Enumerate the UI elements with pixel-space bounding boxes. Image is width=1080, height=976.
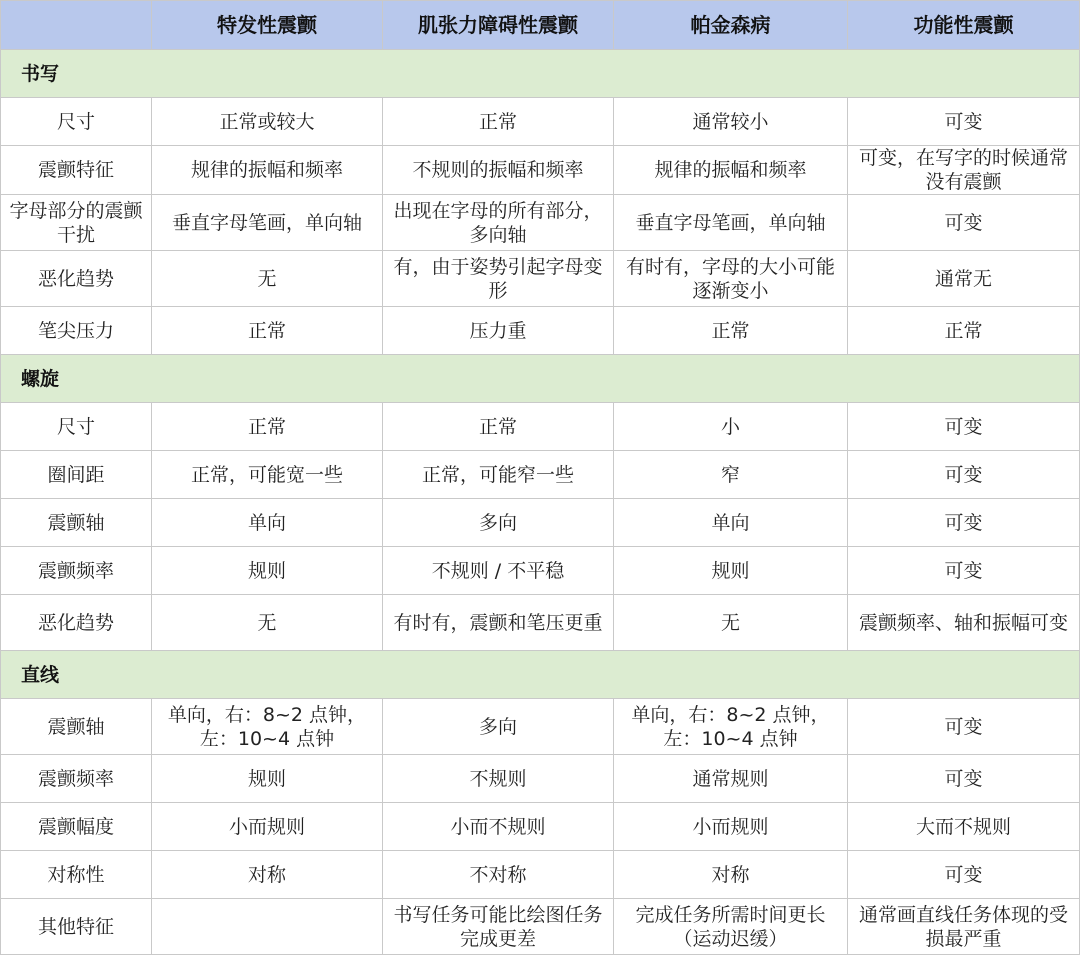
table-cell: 正常 — [152, 403, 383, 451]
table-cell: 正常 — [383, 403, 614, 451]
table-cell: 多向 — [383, 499, 614, 547]
table-cell: 不规则的振幅和频率 — [383, 146, 614, 195]
table-cell: 正常 — [383, 98, 614, 146]
table-cell: 小而规则 — [614, 803, 848, 851]
table-cell: 正常 — [848, 307, 1080, 355]
table-cell: 可变 — [848, 195, 1080, 251]
table-row — [1, 98, 1080, 146]
table-cell: 无 — [614, 595, 848, 651]
table-cell: 单向 — [152, 499, 383, 547]
table-row — [1, 251, 1080, 307]
table-cell: 规则 — [152, 547, 383, 595]
row-label: 尺寸 — [1, 403, 152, 451]
table-cell: 无 — [152, 251, 383, 307]
table-row — [1, 146, 1080, 195]
table-row — [1, 699, 1080, 755]
table-cell: 有时有，字母的大小可能逐渐变小 — [614, 251, 848, 307]
row-label: 其他特征 — [1, 899, 152, 955]
table-row — [1, 499, 1080, 547]
table-cell: 规律的振幅和频率 — [614, 146, 848, 195]
table-cell: 书写任务可能比绘图任务完成更差 — [383, 899, 614, 955]
table-cell: 通常无 — [848, 251, 1080, 307]
table-cell: 规则 — [614, 547, 848, 595]
table-row — [1, 403, 1080, 451]
table-cell: 有，由于姿势引起字母变形 — [383, 251, 614, 307]
section-header-writing — [1, 50, 1080, 98]
section-title: 书写 — [1, 50, 1080, 98]
table-cell: 有时有，震颤和笔压更重 — [383, 595, 614, 651]
table-cell: 出现在字母的所有部分，多向轴 — [383, 195, 614, 251]
table-cell: 可变 — [848, 851, 1080, 899]
table-cell: 可变 — [848, 499, 1080, 547]
table-cell — [152, 899, 383, 955]
table-cell: 可变 — [848, 98, 1080, 146]
table-cell: 规律的振幅和频率 — [152, 146, 383, 195]
section-title: 螺旋 — [1, 355, 1080, 403]
header-essential-tremor: 特发性震颤 — [152, 1, 383, 50]
table-cell: 正常或较大 — [152, 98, 383, 146]
table-cell: 无 — [152, 595, 383, 651]
row-label: 震颤轴 — [1, 499, 152, 547]
table-cell: 规则 — [152, 755, 383, 803]
table-cell: 正常 — [614, 307, 848, 355]
row-label: 对称性 — [1, 851, 152, 899]
table-row — [1, 547, 1080, 595]
table-cell: 垂直字母笔画，单向轴 — [614, 195, 848, 251]
row-label: 尺寸 — [1, 98, 152, 146]
table-cell: 小而不规则 — [383, 803, 614, 851]
table-cell: 不规则 — [383, 755, 614, 803]
row-label: 震颤特征 — [1, 146, 152, 195]
table-cell: 通常画直线任务体现的受损最严重 — [848, 899, 1080, 955]
table-cell: 可变 — [848, 755, 1080, 803]
table-row — [1, 595, 1080, 651]
row-label: 恶化趋势 — [1, 595, 152, 651]
row-label: 笔尖压力 — [1, 307, 152, 355]
table-row — [1, 803, 1080, 851]
table-row — [1, 195, 1080, 251]
table-cell: 单向 — [614, 499, 848, 547]
table-cell: 不规则 / 不平稳 — [383, 547, 614, 595]
table-cell: 单向，右：8~2 点钟，左：10~4 点钟 — [614, 699, 848, 755]
table-cell: 压力重 — [383, 307, 614, 355]
row-label: 圈间距 — [1, 451, 152, 499]
header-functional-tremor: 功能性震颤 — [848, 1, 1080, 50]
header-row — [1, 1, 1080, 50]
table-cell: 通常规则 — [614, 755, 848, 803]
table-cell: 可变 — [848, 699, 1080, 755]
table-cell: 可变 — [848, 403, 1080, 451]
table-cell: 窄 — [614, 451, 848, 499]
table-row — [1, 899, 1080, 955]
header-dystonic-tremor: 肌张力障碍性震颤 — [383, 1, 614, 50]
table-cell: 多向 — [383, 699, 614, 755]
section-header-line — [1, 651, 1080, 699]
section-title: 直线 — [1, 651, 1080, 699]
table-cell: 正常 — [152, 307, 383, 355]
table-cell: 对称 — [152, 851, 383, 899]
table-row — [1, 451, 1080, 499]
table-cell: 完成任务所需时间更长（运动迟缓） — [614, 899, 848, 955]
table-cell: 正常，可能窄一些 — [383, 451, 614, 499]
table-row — [1, 307, 1080, 355]
table-cell: 不对称 — [383, 851, 614, 899]
table-cell: 大而不规则 — [848, 803, 1080, 851]
row-label: 恶化趋势 — [1, 251, 152, 307]
table-cell: 单向，右：8~2 点钟，左：10~4 点钟 — [152, 699, 383, 755]
section-header-spiral — [1, 355, 1080, 403]
table-row — [1, 755, 1080, 803]
table-cell: 垂直字母笔画，单向轴 — [152, 195, 383, 251]
row-label: 震颤幅度 — [1, 803, 152, 851]
table-cell: 对称 — [614, 851, 848, 899]
row-label: 字母部分的震颤干扰 — [1, 195, 152, 251]
table-cell: 小 — [614, 403, 848, 451]
table-cell: 正常，可能宽一些 — [152, 451, 383, 499]
row-label: 震颤频率 — [1, 755, 152, 803]
row-label: 震颤频率 — [1, 547, 152, 595]
table-row — [1, 851, 1080, 899]
table-cell: 可变，在写字的时候通常没有震颤 — [848, 146, 1080, 195]
table-cell: 小而规则 — [152, 803, 383, 851]
header-corner — [1, 1, 152, 50]
header-parkinsons: 帕金森病 — [614, 1, 848, 50]
table-cell: 通常较小 — [614, 98, 848, 146]
row-label: 震颤轴 — [1, 699, 152, 755]
table-cell: 可变 — [848, 451, 1080, 499]
table-cell: 震颤频率、轴和振幅可变 — [848, 595, 1080, 651]
table-cell: 可变 — [848, 547, 1080, 595]
